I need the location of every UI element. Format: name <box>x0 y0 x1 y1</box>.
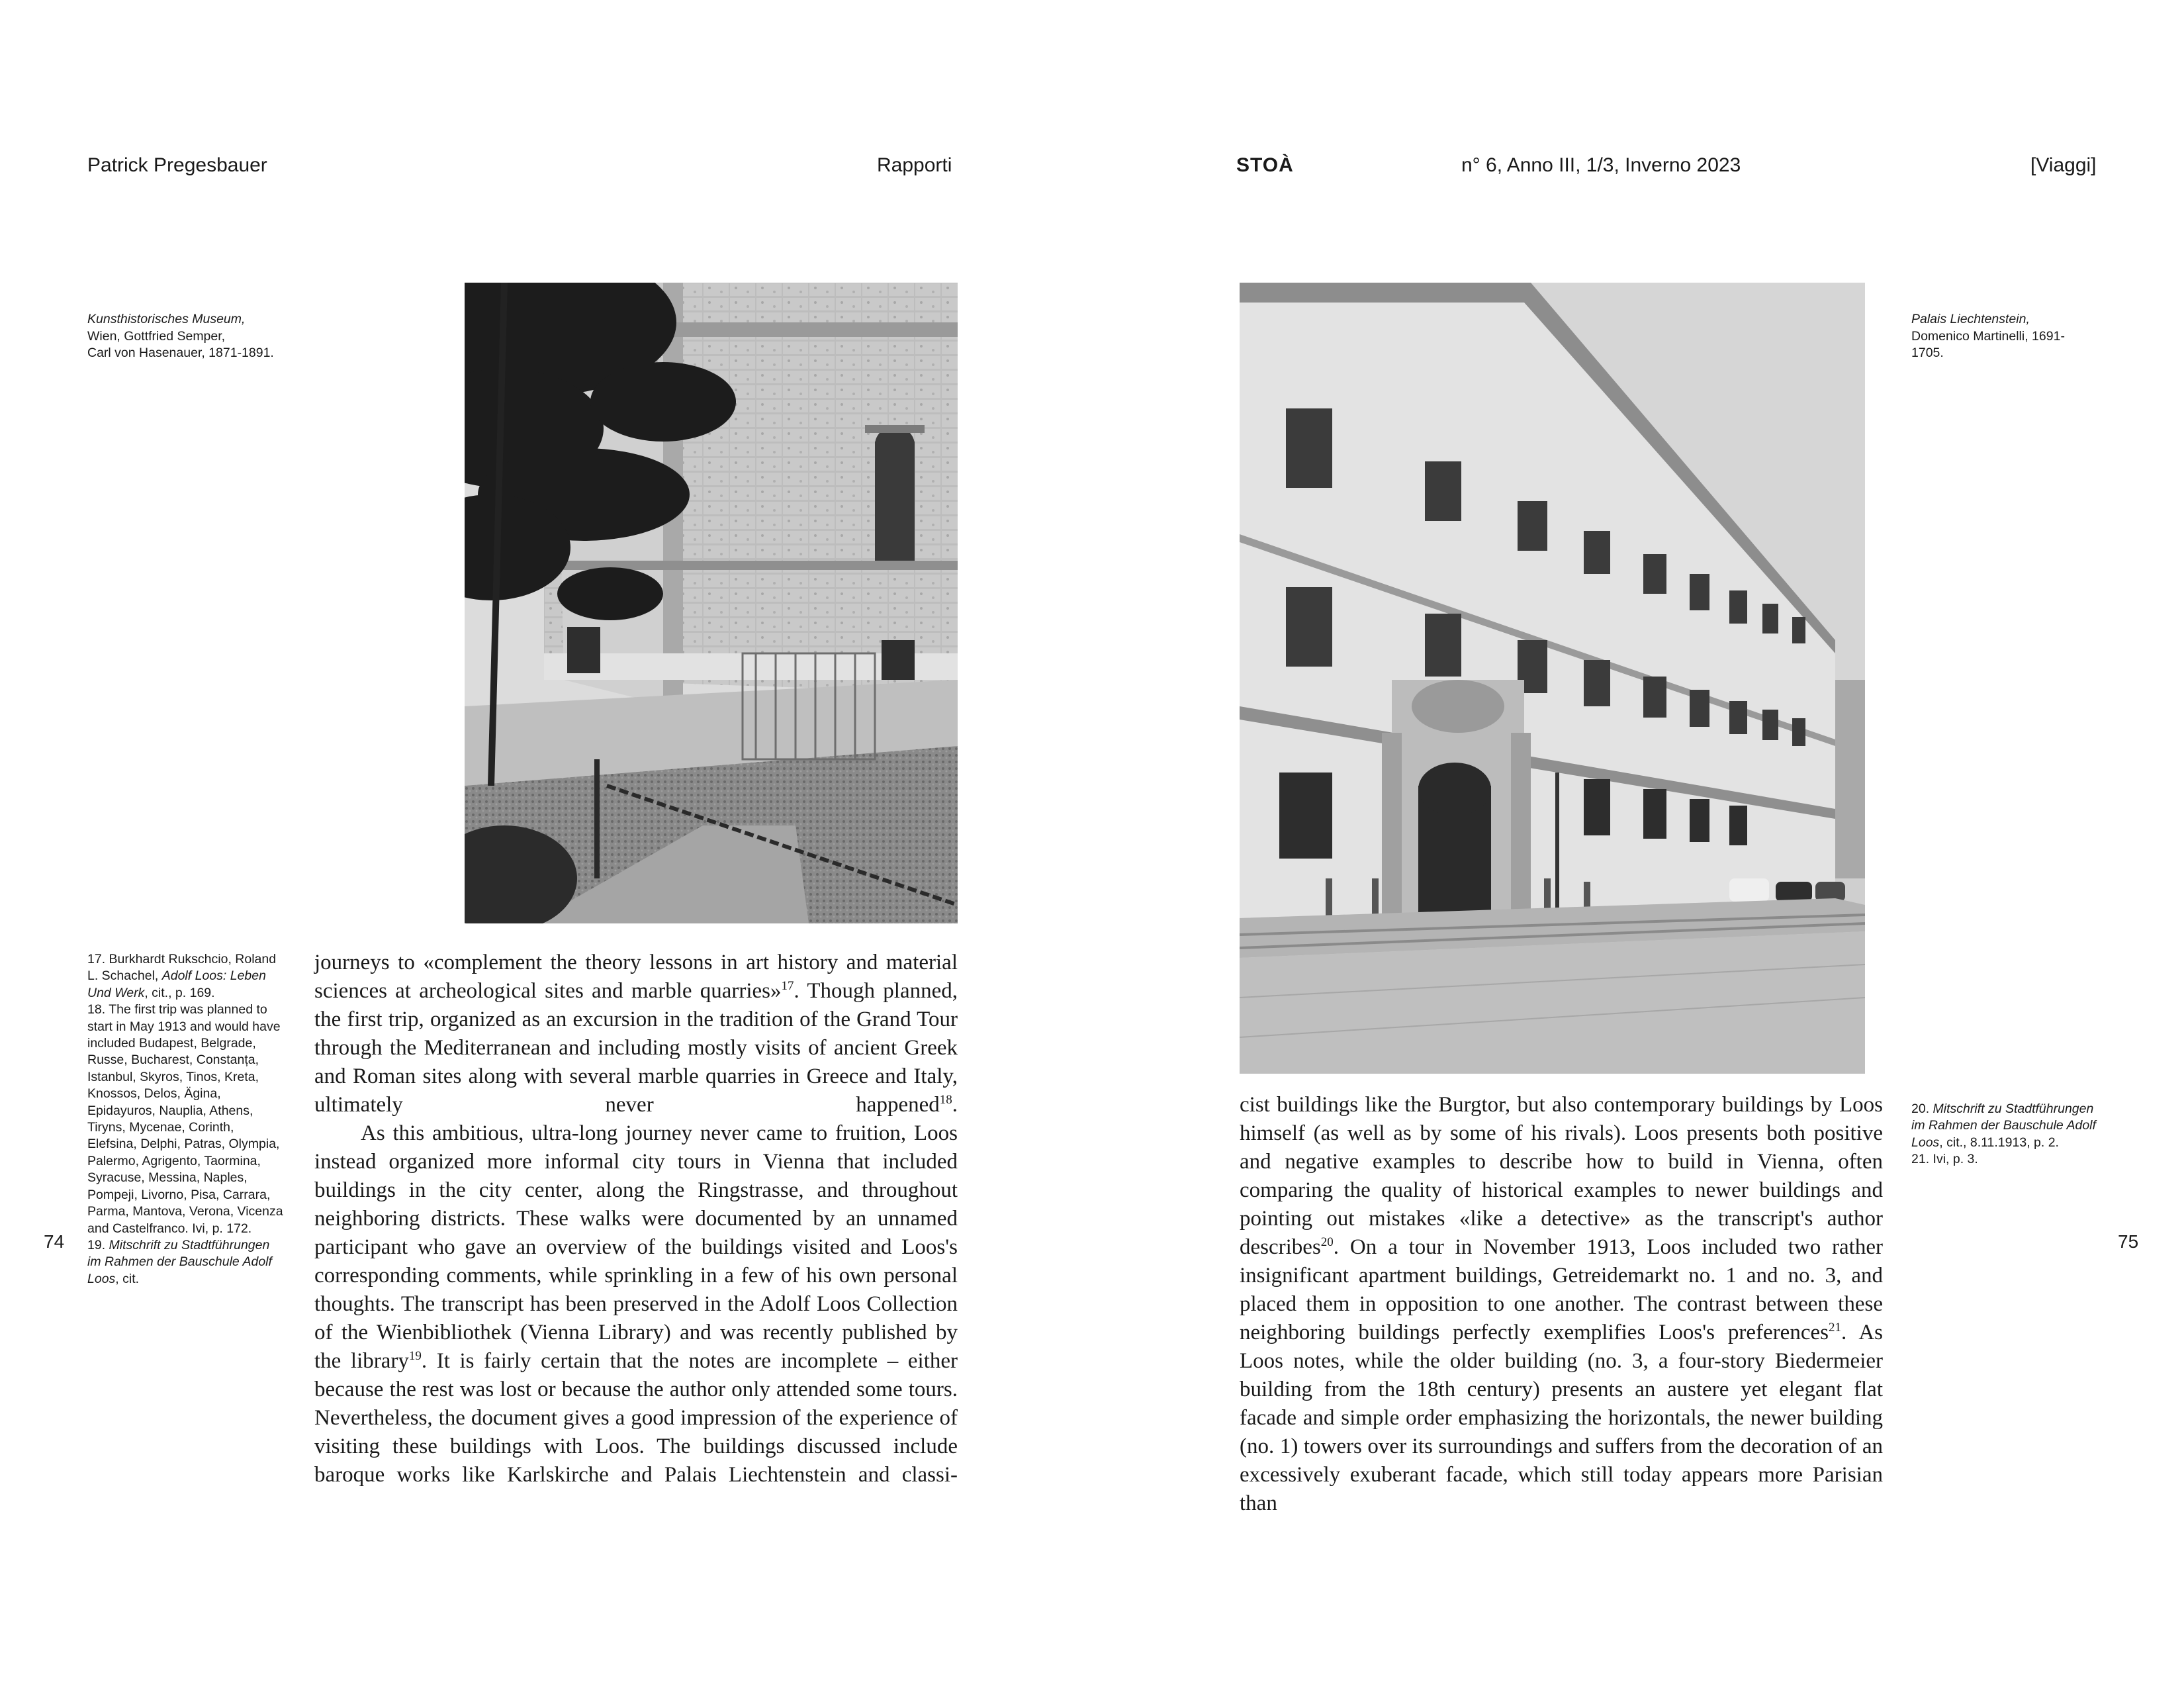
caption-line: Domenico Martinelli, 1691- <box>1911 328 2065 344</box>
footnote: 20. Mitschrift zu Stadtführungen im Rahmen der Bauschule Adolf Loos, cit., 8.11.1913, p. 2. <box>1911 1102 2096 1150</box>
photo-caption-right <box>1911 311 2110 362</box>
running-header-section: Rapporti <box>877 154 952 176</box>
journal-logo: STOÀ <box>1236 154 1294 176</box>
photo-kunsthistorisches-museum <box>465 283 958 923</box>
running-header-author: Patrick Pregesbauer <box>87 154 267 176</box>
body-text-left <box>314 949 958 1489</box>
photo-caption-left <box>87 311 312 362</box>
caption-line: Wien, Gottfried Semper, <box>87 328 226 344</box>
footnote: 17. Burkhardt Rukschcio, Roland L. Schachel, Adolf Loos: Leben Und Werk, cit., p. 169. <box>87 952 277 1000</box>
paragraph: As this ambitious, ultra-long journey never came to fruition, Loos instead organized more informal city tours in Vienna that included buildings in the city center, along the Ringstrasse, and throughout neighboring districts. These walks were documented by an unnamed participant who gave an overview of the buildings visited and Loos's corresponding comments, while sprinkling in a few of his own personal thoughts. The transcript has been preserved in the Adolf Loos Collection of the Wienbibliothek (Vienna Library) and was recently published by the library$^{19}$. It is fairly certain that the notes are incomplete – either because the rest was lost or because the author only attended some tours. Nevertheless, the document gives a good impression of the experience of visiting these buildings with Loos. The buildings discussed include baroque works like Karlskirche and Palais Liechtenstein and classi- <box>314 1121 958 1487</box>
caption-title: Palais Liechtenstein, <box>1911 312 2030 326</box>
caption-line: 1705. <box>1911 346 1944 360</box>
footnotes-right <box>1911 1101 2110 1168</box>
footnote: 19. Mitschrift zu Stadtführungen im Rahmen der Bauschule Adolf Loos, cit. <box>87 1237 272 1286</box>
body-text-right <box>1240 1091 1883 1518</box>
paragraph: journeys to «complement the theory lessons in art history and material sciences at archeological sites and marble quarries»$^{17}$. Though planned, the first trip, organized as an excursion in the tradition of the Grand Tour through the Mediterranean and including mostly visits of ancient Greek and Roman sites along with several marble quarries in Greece and Italy, ultimately never happened$^{18}$. <box>314 951 958 1117</box>
paragraph: cist buildings like the Burgtor, but also contemporary buildings by Loos himself (as well as by some of his rivals). Loos presents both positive and negative examples to describe how to build in Vienna, often comparing the quality of historical examples to newer buildings and pointing out mistakes «like a detective» as the transcript's author describes$^{20}$. On a tour in November 1913, Loos included two rather insignificant apartment buildings, Getreidemarkt no. 1 and no. 3, and placed them in opposition to one another. The contrast between these neighboring buildings perfectly exemplifies Loos's preferences$^{21}$. As Loos notes, while the older building (no. 3, a four-story Biedermeier building from the 18th century) presents an austere yet elegant flat facade and simple order emphasizing the horizontals, the newer building (no. 1) towers over its surroundings and suffers from the decoration of an excessively exuberant facade, which still today appears more Parisian than <box>1240 1093 1883 1515</box>
caption-line: Carl von Hasenauer, 1871-1891. <box>87 346 274 360</box>
footnotes-left <box>87 951 286 1288</box>
photo-palais-liechtenstein <box>1240 283 1865 1074</box>
footnote: 18. The first trip was planned to start in May 1913 and would have included Budapest, Belgrade, Russe, Bucharest, Constanța, Istanbul, Skyros, Tinos, Kreta, Knossos, Delos, Ägina, Epidayuros, Nauplia, Athens, Tiryns, Mycenae, Corinth, Elefsina, Delphi, Patras, Olympia, Palermo, Agrigento, Taormina, Syracuse, Messina, Naples, Pompeji, Livorno, Pisa, Carrara, Parma, Mantova, Verona, Vicenza and Castelfranco. Ivi, p. 172. <box>87 1002 283 1236</box>
page-number-left: 74 <box>44 1231 65 1252</box>
footnote: 21. Ivi, p. 3. <box>1911 1152 1978 1167</box>
caption-title: Kunsthistorisches Museum, <box>87 312 246 326</box>
running-header-issue: n° 6, Anno III, 1/3, Inverno 2023 <box>1461 154 1741 176</box>
running-header-rubric: [Viaggi] <box>2030 154 2097 176</box>
page-number-right: 75 <box>2118 1231 2139 1252</box>
